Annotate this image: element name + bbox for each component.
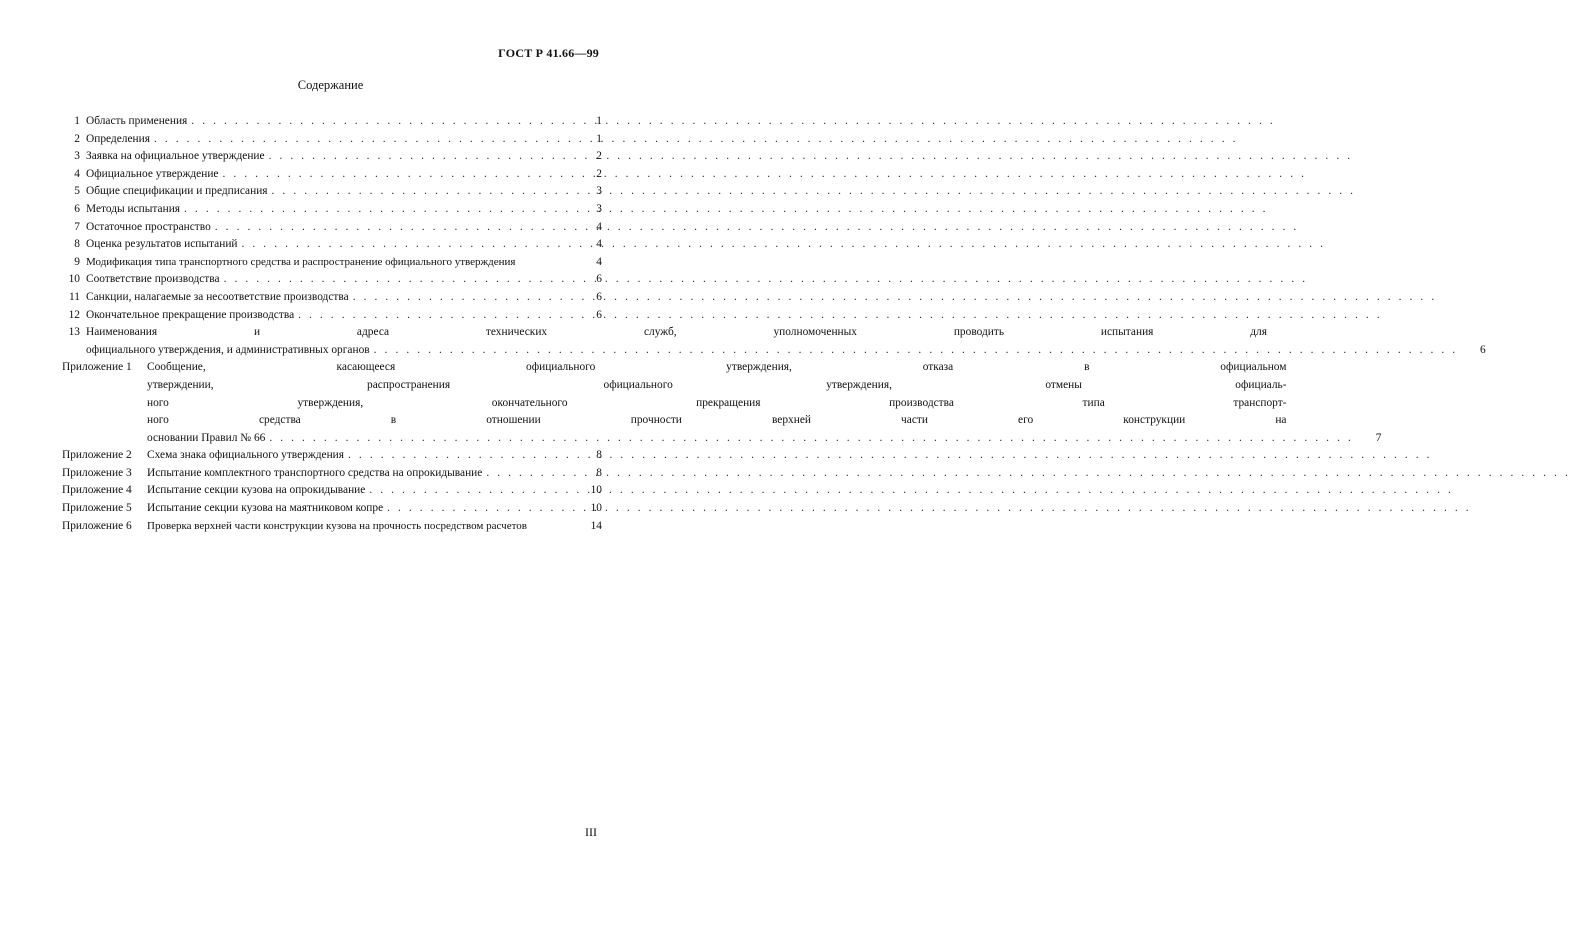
appendix-text: Схема знака официального утверждения	[147, 449, 345, 462]
toc-entry-text: Санкции, налагаемые за несоответствие производства	[86, 290, 349, 303]
toc-entry-page: 1	[596, 115, 602, 127]
toc-entry-text: Остаточное пространство	[86, 220, 211, 233]
appendix-label: Приложение 5	[62, 502, 132, 515]
appendix-entry-4[interactable]	[62, 482, 602, 500]
dot-leader	[369, 482, 1453, 500]
dot-leader	[387, 500, 1471, 518]
appendix-entry-3[interactable]	[62, 465, 602, 483]
toc-entry-page: 6	[596, 290, 602, 303]
toc-entry-text-line: Наименования и адреса технических служб, уполномоченных проводить испытания для	[86, 326, 1267, 339]
appendix-text-line: ного средства в отношении прочности верхней части его конструкции на	[147, 414, 1287, 427]
toc-entry-5[interactable]	[62, 183, 602, 201]
dot-leader	[242, 236, 1326, 254]
toc-entry-1[interactable]	[62, 113, 602, 131]
appendix-label: Приложение 1	[62, 361, 132, 374]
toc-entry-text: Определения	[86, 132, 150, 145]
toc-entry-text: Оценка результатов испытаний	[86, 238, 238, 251]
appendix-text-line: основании Правил № 66	[147, 431, 266, 444]
toc-title: Содержание	[297, 78, 364, 92]
appendix-entry-5[interactable]	[62, 500, 602, 518]
toc-entry-page: 4	[596, 255, 602, 268]
appendix-text-line: ного утверждения, окончательного прекращения производства типа транспорт-	[147, 396, 1287, 409]
dot-leader	[269, 430, 1353, 448]
toc-entry-number: 7	[74, 220, 80, 233]
toc-entry-page: 1	[596, 132, 602, 145]
dot-leader	[486, 465, 1570, 483]
appendix-text-line: утверждении, распространения официального утверждения, отмены официаль-	[147, 378, 1287, 391]
appendix-page: 10	[590, 484, 602, 497]
appendix-page: 7	[1375, 431, 1382, 444]
appendix-page: 8	[596, 449, 602, 462]
table-of-contents	[62, 113, 1486, 535]
toc-entry-page: 3	[596, 185, 602, 198]
toc-entry-7[interactable]	[62, 219, 602, 237]
appendix-entry-1[interactable]	[62, 359, 1382, 447]
toc-entry-page: 2	[596, 150, 602, 163]
appendix-label: Приложение 4	[62, 484, 132, 497]
toc-entry-number: 4	[74, 167, 80, 180]
dot-leader	[269, 148, 1353, 166]
document-id: ГОСТ Р 41.66—99	[498, 46, 599, 60]
appendix-page: 8	[596, 466, 602, 479]
appendix-text: Испытание секции кузова на опрокидывание	[147, 484, 366, 497]
toc-entry-text: Модификация типа транспортного средства и распространение официального утверждения	[86, 255, 516, 268]
toc-entry-11[interactable]	[62, 289, 602, 307]
dot-leader	[154, 131, 1238, 149]
toc-entry-9[interactable]	[62, 254, 602, 272]
toc-entry-3[interactable]	[62, 148, 602, 166]
appendix-page: 10	[590, 502, 602, 515]
dot-leader	[215, 219, 1299, 237]
dot-leader	[298, 307, 1382, 325]
toc-entry-8[interactable]	[62, 236, 602, 254]
appendix-label: Приложение 2	[62, 449, 132, 462]
toc-entry-page: 3	[596, 202, 602, 215]
toc-entry-number: 9	[74, 255, 80, 268]
dot-leader	[184, 201, 1268, 219]
appendix-label: Приложение 6	[62, 519, 132, 532]
appendix-page: 14	[590, 519, 602, 532]
toc-entry-page: 6	[596, 273, 602, 286]
toc-entry-number: 1	[74, 115, 80, 127]
toc-entry-number: 8	[74, 238, 80, 251]
dot-leader	[224, 271, 1308, 289]
toc-entry-text: Общие спецификации и предписания	[86, 185, 268, 198]
toc-entry-number: 2	[74, 132, 80, 145]
toc-entry-text: Официальное утверждение	[86, 167, 219, 180]
toc-entry-text-line: официального утверждения, и административных органов	[86, 343, 370, 356]
toc-entry-text: Заявка на официальное утверждение	[86, 150, 265, 163]
dot-leader	[272, 183, 1356, 201]
toc-entry-text: Соответствие производства	[86, 273, 220, 286]
dot-leader	[222, 166, 1306, 184]
dot-leader	[374, 342, 1458, 360]
toc-entry-number: 12	[68, 308, 80, 321]
toc-entry-page: 4	[596, 220, 602, 233]
toc-entry-number: 11	[69, 290, 80, 303]
toc-entry-10[interactable]	[62, 271, 602, 289]
dot-leader	[348, 447, 1432, 465]
toc-entry-13[interactable]	[62, 324, 1486, 359]
toc-entry-number: 10	[68, 273, 80, 286]
toc-entry-text: Методы испытания	[86, 202, 181, 215]
toc-entry-6[interactable]	[62, 201, 602, 219]
page-number: III	[585, 825, 597, 839]
toc-entry-text: Окончательное прекращение производства	[86, 308, 295, 321]
toc-entry-4[interactable]	[62, 166, 602, 184]
toc-entry-2[interactable]	[62, 131, 602, 149]
appendix-label: Приложение 3	[62, 466, 132, 479]
toc-entry-number: 3	[74, 150, 80, 163]
toc-entry-page: 6	[1480, 343, 1486, 356]
appendix-text: Проверка верхней части конструкции кузова на прочность посредством расчетов	[147, 519, 527, 532]
toc-entry-number: 13	[68, 326, 80, 339]
toc-entry-12[interactable]	[62, 307, 602, 325]
appendix-text-line: Сообщение, касающееся официального утверждения, отказа в официальном	[147, 361, 1287, 374]
dot-leader	[191, 113, 1275, 131]
appendix-entry-6[interactable]	[62, 518, 602, 536]
toc-entry-number: 6	[74, 202, 80, 215]
toc-entry-page: 4	[596, 238, 602, 251]
appendix-text: Испытание секции кузова на маятниковом копре	[147, 502, 384, 515]
toc-entry-text: Область применения	[86, 115, 188, 127]
appendix-entry-2[interactable]	[62, 447, 602, 465]
appendix-text: Испытание комплектного транспортного средства на опрокидывание	[147, 466, 483, 479]
toc-entry-page: 2	[596, 167, 602, 180]
toc-entry-page: 6	[596, 308, 602, 321]
toc-entry-number: 5	[74, 185, 80, 198]
dot-leader	[353, 289, 1437, 307]
